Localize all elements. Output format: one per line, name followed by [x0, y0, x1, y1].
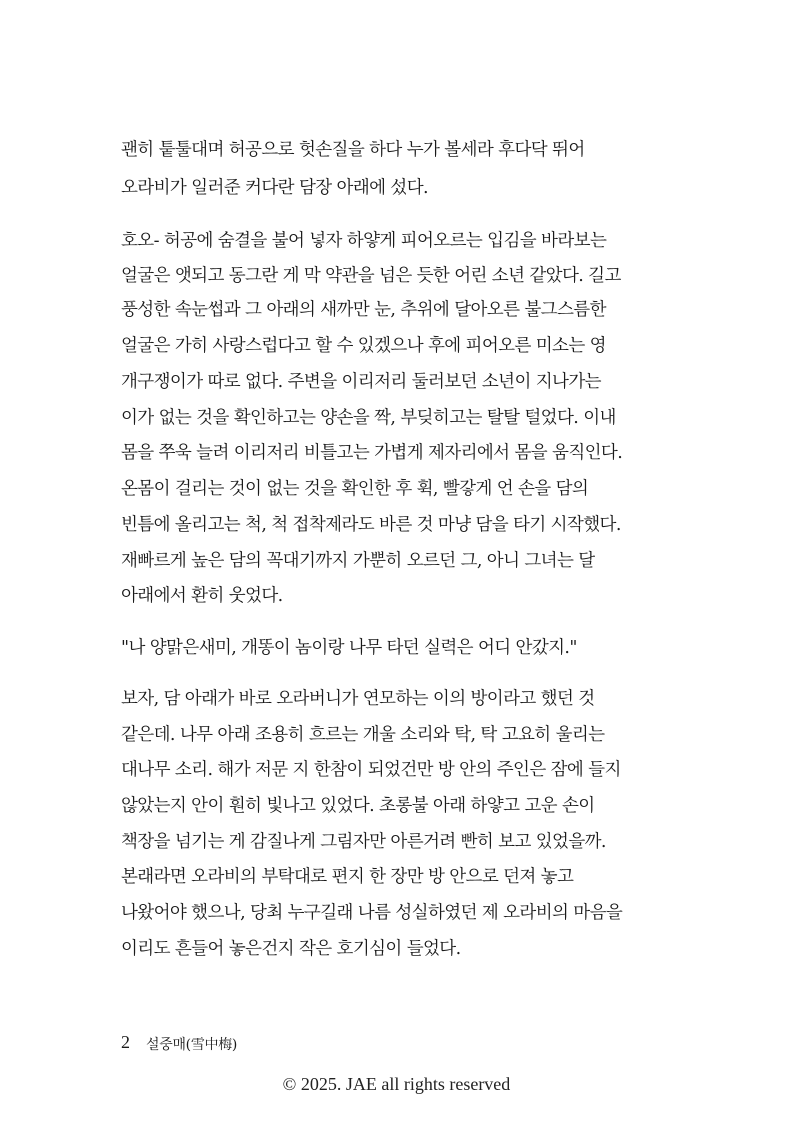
text-line: 대나무 소리. 해가 저문 지 한참이 되었건만 방 안의 주인은 잠에 들지	[121, 760, 621, 780]
text-line: 오라비가 일러준 커다란 담장 아래에 섰다.	[121, 178, 428, 198]
text-line: 몸을 쭈욱 늘려 이리저리 비틀고는 가볍게 제자리에서 몸을 움직인다.	[121, 443, 623, 463]
text-line: 이리도 흔들어 놓은건지 작은 호기심이 들었다.	[121, 939, 461, 959]
text-line: 온몸이 걸리는 것이 없는 것을 확인한 후 휙, 빨갛게 언 손을 담의	[121, 479, 589, 499]
text-line: 재빠르게 높은 담의 꼭대기까지 가뿐히 오르던 그, 아니 그녀는 달	[121, 551, 595, 571]
text-line: 이가 없는 것을 확인하고는 양손을 짝, 부딪히고는 탈탈 털었다. 이내	[121, 408, 616, 428]
text-line: 얼굴은 앳되고 동그란 게 막 약관을 넘은 듯한 어린 소년 같았다. 길고	[121, 266, 621, 286]
text-line: 나왔어야 했으나, 당최 누구길래 나름 성실하였던 제 오라비의 마음을	[121, 903, 623, 923]
text-line: 개구쟁이가 따로 없다. 주변을 이리저리 둘러보던 소년이 지나가는	[121, 372, 601, 392]
text-line: 보자, 담 아래가 바로 오라버니가 연모하는 이의 방이라고 했던 것	[121, 689, 595, 709]
text-line: 괜히 퉅툴대며 허공으로 헛손질을 하다 누가 볼세라 후다닥 뛰어	[121, 140, 585, 160]
page-number: 2	[121, 1032, 130, 1052]
dialogue-line: "나 양맑은새미, 개똥이 놈이랑 나무 타던 실력은 어디 안갔지."	[121, 638, 577, 658]
text-line: 아래에서 환히 웃었다.	[121, 586, 283, 606]
text-line: 않았는지 안이 훤히 빛나고 있었다. 초롱불 아래 하얗고 고운 손이	[121, 796, 595, 816]
text-line: 호오- 허공에 숨결을 불어 넣자 하얗게 피어오르는 입김을 바라보는	[121, 231, 607, 251]
text-line: 빈틈에 올리고는 척, 척 접착제라도 바른 것 마냥 담을 타기 시작했다.	[121, 515, 621, 535]
text-line: 얼굴은 가히 사랑스럽다고 할 수 있겠으나 후에 피어오른 미소는 영	[121, 336, 606, 356]
book-title: 설중매(雪中梅)	[146, 1037, 238, 1053]
text-line: 본래라면 오라비의 부탁대로 편지 한 장만 방 안으로 던져 놓고	[121, 867, 574, 887]
text-line: 책장을 넘기는 게 감질나게 그림자만 아른거려 빤히 보고 있었을까.	[121, 832, 606, 852]
text-line: 풍성한 속눈썹과 그 아래의 새까만 눈, 추위에 달아오른 불그스름한	[121, 300, 606, 320]
copyright-notice: © 2025. JAE all rights reserved	[282, 1074, 511, 1094]
text-line: 같은데. 나무 아래 조용히 흐르는 개울 소리와 탁, 탁 고요히 울리는	[121, 725, 605, 745]
